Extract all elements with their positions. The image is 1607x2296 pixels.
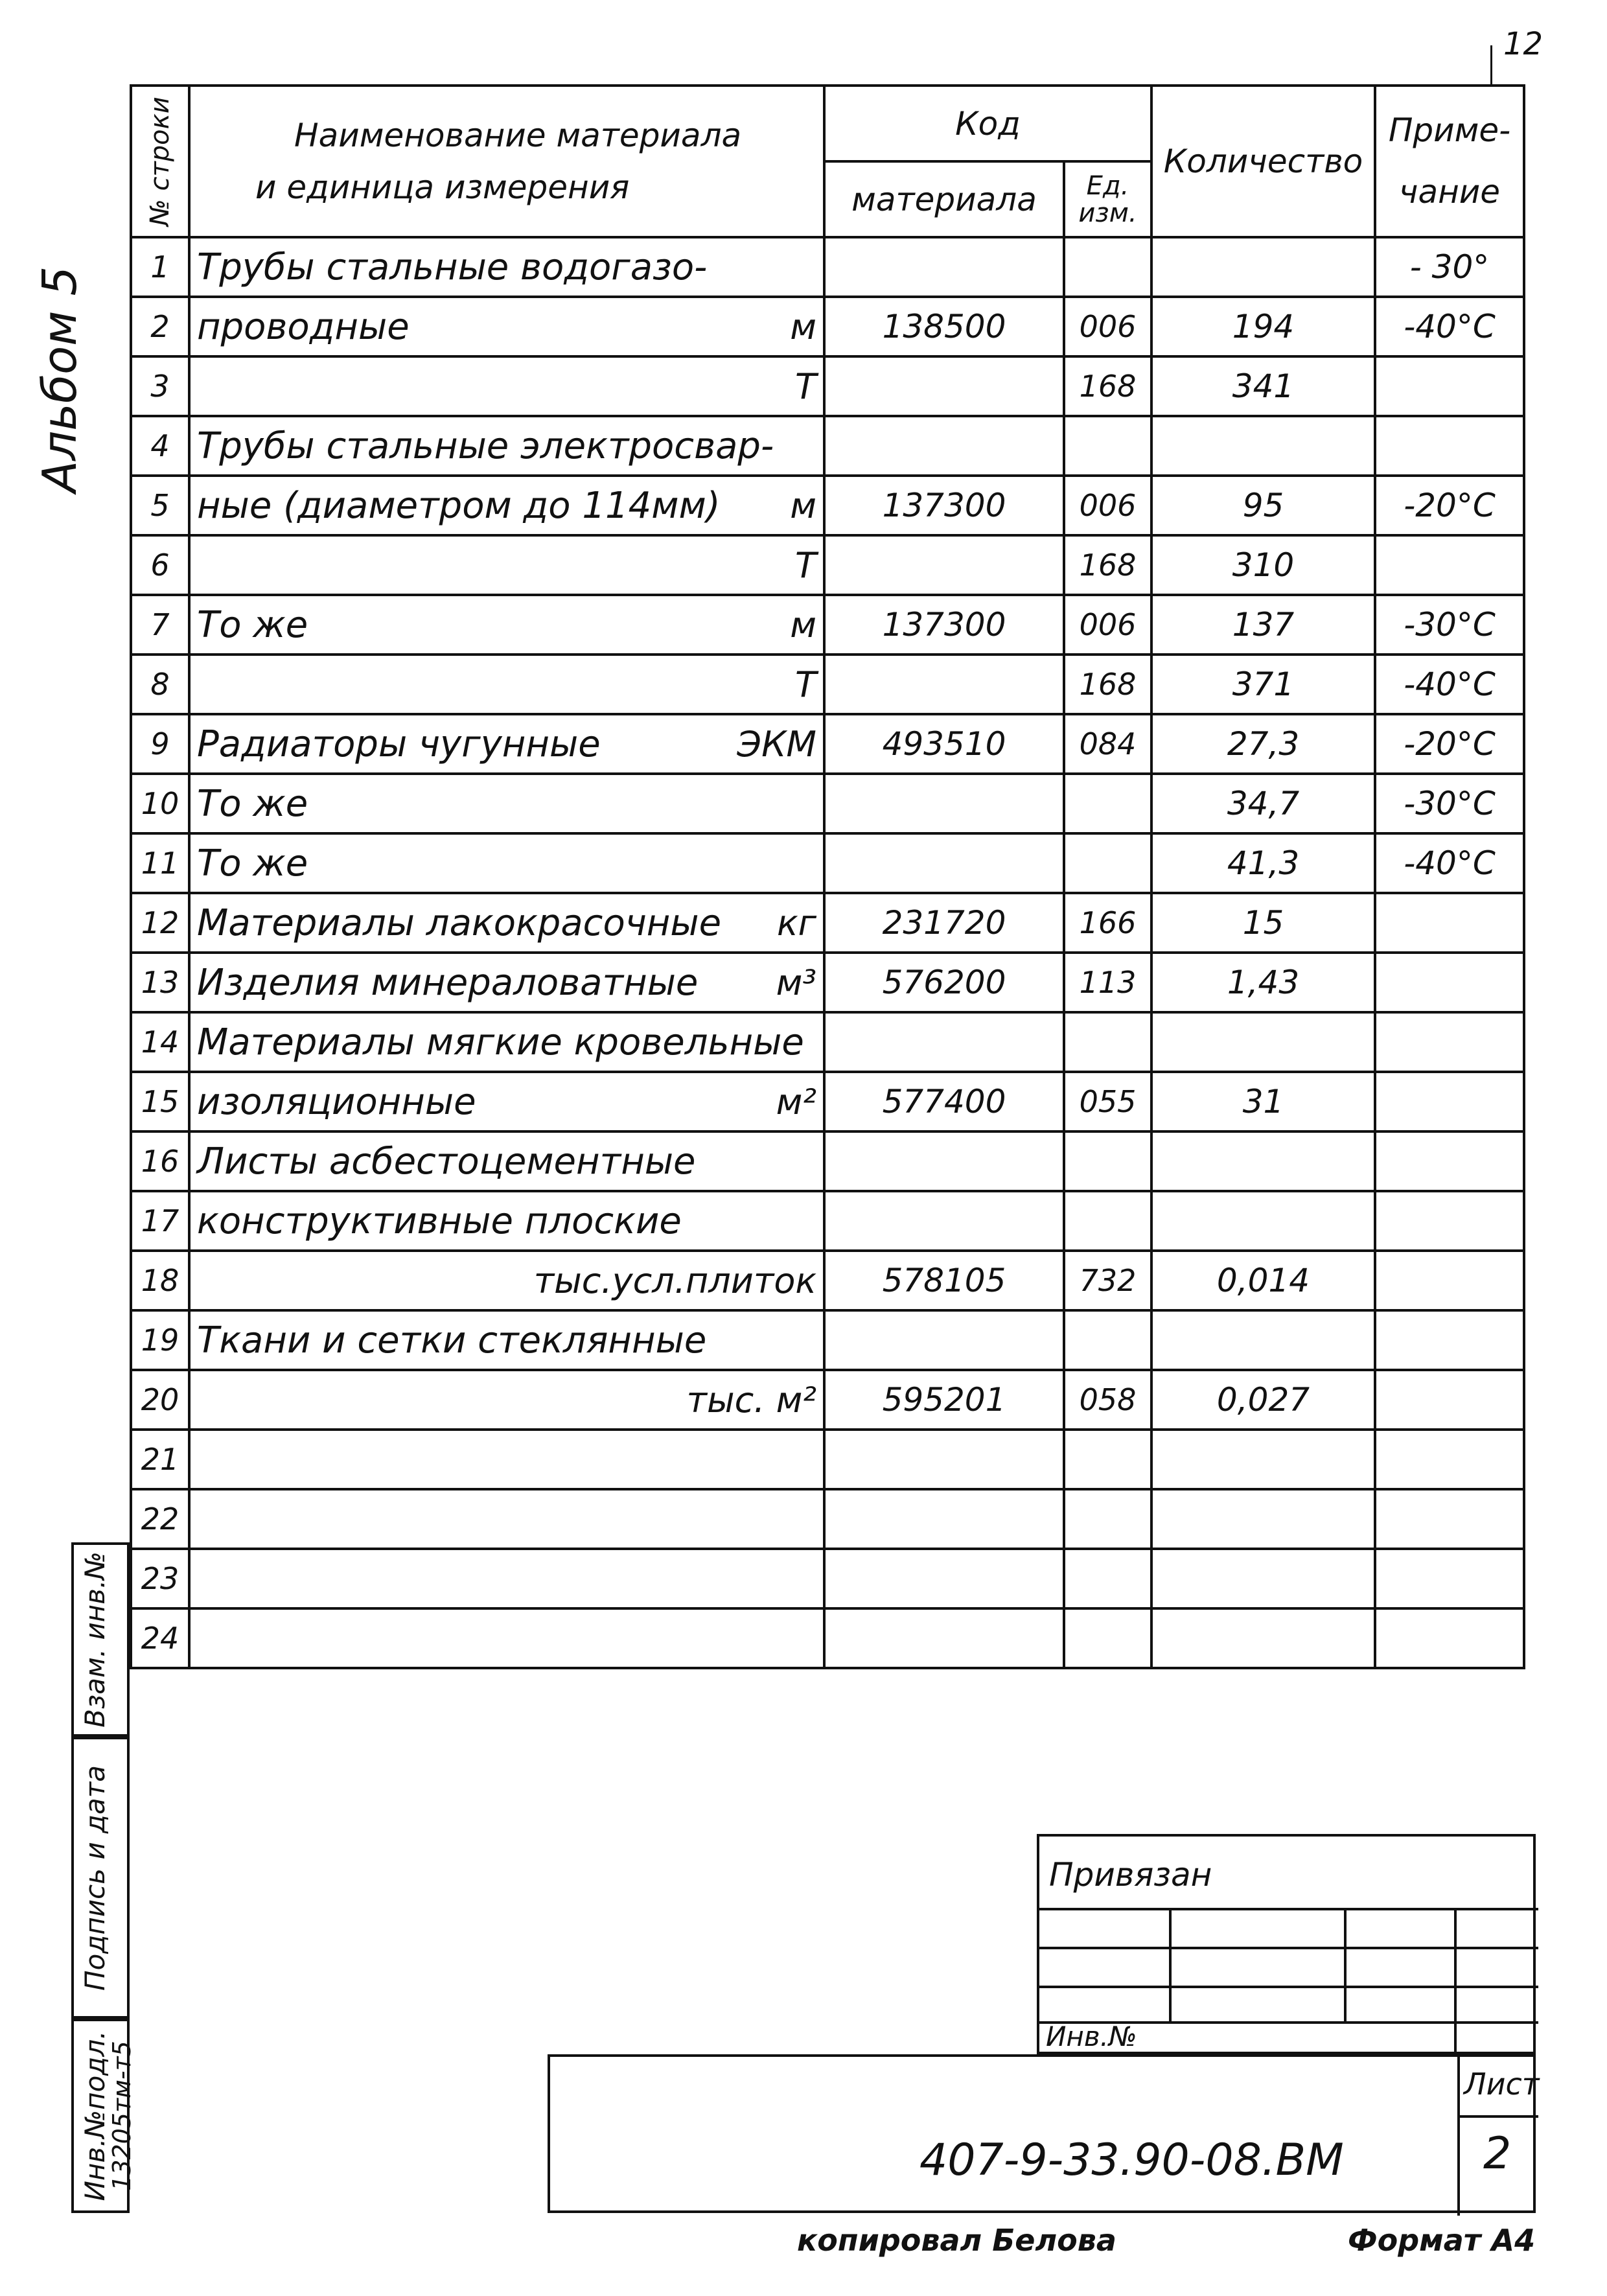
row-number-cell: 1 <box>131 237 189 297</box>
table-row <box>131 1430 1524 1489</box>
note-cell: -40°С <box>1375 833 1524 893</box>
material-name-wrap <box>197 545 816 586</box>
quantity-cell: 0,014 <box>1151 1251 1375 1310</box>
material-code-cell: 577400 <box>824 1072 1064 1131</box>
quantity-cell: 34,7 <box>1151 774 1375 833</box>
note-cell <box>1375 1131 1524 1191</box>
note-cell: -30°С <box>1375 774 1524 833</box>
unit-code-cell <box>1064 1191 1151 1251</box>
unit-code-cell: 058 <box>1064 1370 1151 1430</box>
unit-code-cell <box>1064 1489 1151 1549</box>
stamp-podpis-data <box>71 1737 130 2019</box>
header-row-no-label: № строки <box>145 97 175 226</box>
binding-line-2 <box>1039 1947 1538 1949</box>
material-unit-label: м² <box>776 1081 816 1122</box>
stamp-inv-podl-value: 13205тм-т5 <box>108 2041 136 2191</box>
row-number-cell: 22 <box>131 1489 189 1549</box>
quantity-cell: 31 <box>1151 1072 1375 1131</box>
table-row <box>131 595 1524 655</box>
material-name-text: ные (диаметром до 114мм) <box>197 484 721 527</box>
note-cell <box>1375 1012 1524 1072</box>
material-name-text: То же <box>197 842 308 885</box>
material-unit-label: м <box>790 485 816 526</box>
material-name-wrap <box>197 783 816 825</box>
quantity-cell <box>1151 416 1375 476</box>
material-code-cell <box>824 356 1064 416</box>
quantity-cell <box>1151 237 1375 297</box>
material-name-text: Изделия минераловатные <box>197 961 699 1004</box>
material-name-cell <box>189 1012 824 1072</box>
material-unit-label: тыс.усл.плиток <box>533 1260 816 1301</box>
table-row <box>131 1012 1524 1072</box>
header-note-line1: Приме- <box>1388 111 1511 149</box>
material-name-text: Материалы лакокрасочные <box>197 901 722 944</box>
header-name <box>189 86 824 237</box>
row-number-cell: 2 <box>131 297 189 356</box>
material-name-cell <box>189 595 824 655</box>
binding-vline-1 <box>1169 1908 1172 2021</box>
header-quantity: Количество <box>1151 86 1375 237</box>
sheet-divider-v <box>1457 2057 1460 2216</box>
material-name-cell <box>189 237 824 297</box>
note-cell <box>1375 1549 1524 1608</box>
material-name-text: Трубы стальные электросвар- <box>197 424 774 467</box>
material-name-text: конструктивные плоские <box>197 1200 682 1242</box>
quantity-cell <box>1151 1608 1375 1668</box>
note-cell <box>1375 356 1524 416</box>
unit-code-cell: 055 <box>1064 1072 1151 1131</box>
material-name-text: проводные <box>197 305 410 348</box>
note-cell <box>1375 893 1524 953</box>
table-row <box>131 1072 1524 1131</box>
material-name-text: Материалы мягкие кровельные <box>197 1021 804 1063</box>
quantity-cell: 137 <box>1151 595 1375 655</box>
table-row <box>131 714 1524 774</box>
binding-line-1 <box>1039 1908 1538 1910</box>
sheet-label: Лист <box>1464 2067 1540 2102</box>
material-name-text: Ткани и сетки стеклянные <box>197 1319 707 1362</box>
table-row <box>131 237 1524 297</box>
material-code-cell: 493510 <box>824 714 1064 774</box>
material-name-cell <box>189 1251 824 1310</box>
material-name-cell <box>189 416 824 476</box>
binding-vline-2 <box>1344 1908 1347 2021</box>
unit-code-cell: 732 <box>1064 1251 1151 1310</box>
quantity-cell <box>1151 1310 1375 1370</box>
table-row <box>131 416 1524 476</box>
table-row <box>131 1608 1524 1668</box>
table-row <box>131 774 1524 833</box>
material-name-cell <box>189 1608 824 1668</box>
material-name-cell <box>189 953 824 1012</box>
material-unit-label: м³ <box>776 962 816 1003</box>
material-code-cell <box>824 1012 1064 1072</box>
unit-code-cell <box>1064 237 1151 297</box>
quantity-cell <box>1151 1549 1375 1608</box>
sheet-number: 2 <box>1483 2128 1512 2179</box>
material-name-wrap <box>197 1081 816 1123</box>
quantity-cell <box>1151 1131 1375 1191</box>
binding-block <box>1037 1834 1536 2054</box>
material-name-text: Радиаторы чугунные <box>197 723 601 765</box>
material-name-wrap <box>197 425 816 467</box>
material-name-wrap <box>197 962 816 1004</box>
note-cell: -20°С <box>1375 476 1524 535</box>
note-cell: -40°С <box>1375 297 1524 356</box>
row-number-cell: 4 <box>131 416 189 476</box>
material-code-cell: 137300 <box>824 595 1064 655</box>
material-code-cell <box>824 535 1064 595</box>
note-cell <box>1375 1608 1524 1668</box>
material-name-wrap <box>197 604 816 646</box>
material-name-wrap <box>197 366 816 407</box>
quantity-cell: 27,3 <box>1151 714 1375 774</box>
material-unit-label: м <box>790 604 816 645</box>
row-number-cell: 23 <box>131 1549 189 1608</box>
row-number-cell: 8 <box>131 655 189 714</box>
unit-code-cell: 113 <box>1064 953 1151 1012</box>
quantity-cell: 0,027 <box>1151 1370 1375 1430</box>
material-name-cell <box>189 893 824 953</box>
table-row <box>131 1251 1524 1310</box>
material-code-cell <box>824 1191 1064 1251</box>
material-code-cell: 138500 <box>824 297 1064 356</box>
note-cell: -40°С <box>1375 655 1524 714</box>
material-code-cell <box>824 1489 1064 1549</box>
row-number-cell: 12 <box>131 893 189 953</box>
material-name-wrap <box>197 1021 816 1063</box>
note-cell <box>1375 1191 1524 1251</box>
stamp-vzam-inv-label: Взам. инв.№ <box>79 1551 111 1728</box>
quantity-cell: 1,43 <box>1151 953 1375 1012</box>
row-number-cell: 9 <box>131 714 189 774</box>
row-number-cell: 10 <box>131 774 189 833</box>
material-name-text: изоляционные <box>197 1080 476 1123</box>
table-row <box>131 655 1524 714</box>
copied-by: копировал Белова <box>797 2223 1116 2258</box>
header-code-material: материала <box>824 161 1064 237</box>
row-number-cell: 18 <box>131 1251 189 1310</box>
note-cell: -30°С <box>1375 595 1524 655</box>
material-name-text: То же <box>197 603 308 646</box>
material-name-cell <box>189 1310 824 1370</box>
title-block <box>548 2054 1540 2213</box>
row-number-cell: 3 <box>131 356 189 416</box>
material-name-text: То же <box>197 782 308 825</box>
material-code-cell <box>824 1430 1064 1489</box>
material-name-cell <box>189 356 824 416</box>
quantity-cell <box>1151 1430 1375 1489</box>
material-name-wrap <box>197 1260 816 1301</box>
note-cell <box>1375 1430 1524 1489</box>
unit-code-cell <box>1064 1608 1151 1668</box>
material-unit-label: Т <box>795 664 816 705</box>
material-code-cell <box>824 1310 1064 1370</box>
note-cell <box>1375 1489 1524 1549</box>
material-code-cell: 595201 <box>824 1370 1064 1430</box>
stamp-inv-podl-label: Инв.№подл. <box>79 2030 111 2201</box>
materials-table <box>130 84 1525 1669</box>
binding-label: Привязан <box>1049 1856 1212 1894</box>
table-row <box>131 1310 1524 1370</box>
row-number-cell: 14 <box>131 1012 189 1072</box>
material-name-wrap <box>197 485 816 527</box>
note-cell <box>1375 1370 1524 1430</box>
material-code-cell <box>824 1608 1064 1668</box>
sheet-divider-h <box>1457 2115 1538 2118</box>
row-number-cell: 16 <box>131 1131 189 1191</box>
material-name-cell <box>189 535 824 595</box>
note-cell <box>1375 953 1524 1012</box>
material-name-text: Листы асбестоцементные <box>197 1140 696 1183</box>
row-number-cell: 7 <box>131 595 189 655</box>
material-code-cell <box>824 1131 1064 1191</box>
material-code-cell: 576200 <box>824 953 1064 1012</box>
material-name-cell <box>189 1131 824 1191</box>
quantity-cell: 194 <box>1151 297 1375 356</box>
row-number-cell: 5 <box>131 476 189 535</box>
material-code-cell: 578105 <box>824 1251 1064 1310</box>
material-name-cell <box>189 1489 824 1549</box>
stamp-podpis-data-label: Подпись и дата <box>79 1765 111 1991</box>
material-name-wrap <box>197 1141 816 1183</box>
table-row <box>131 833 1524 893</box>
material-code-cell: 137300 <box>824 476 1064 535</box>
material-name-cell <box>189 1191 824 1251</box>
row-number-cell: 15 <box>131 1072 189 1131</box>
quantity-cell <box>1151 1191 1375 1251</box>
row-number-cell: 19 <box>131 1310 189 1370</box>
material-unit-label: ЭКМ <box>737 723 816 765</box>
material-unit-label: Т <box>795 544 816 586</box>
material-name-cell <box>189 655 824 714</box>
unit-code-cell: 084 <box>1064 714 1151 774</box>
row-number-cell: 20 <box>131 1370 189 1430</box>
binding-line-3 <box>1039 1986 1538 1988</box>
row-number-cell: 6 <box>131 535 189 595</box>
quantity-cell: 15 <box>1151 893 1375 953</box>
material-name-cell <box>189 1370 824 1430</box>
material-code-cell <box>824 416 1064 476</box>
table-row <box>131 1489 1524 1549</box>
header-code-unit-line1: Ед. <box>1086 170 1129 201</box>
quantity-cell: 310 <box>1151 535 1375 595</box>
material-code-cell <box>824 1549 1064 1608</box>
material-name-cell <box>189 833 824 893</box>
material-unit-label: тыс. м² <box>686 1379 816 1421</box>
binding-vline-3 <box>1454 1908 1457 2057</box>
table-row <box>131 1191 1524 1251</box>
row-number-cell: 21 <box>131 1430 189 1489</box>
note-cell <box>1375 1072 1524 1131</box>
material-name-cell <box>189 297 824 356</box>
unit-code-cell: 166 <box>1064 893 1151 953</box>
stamp-inv-podl <box>71 2019 136 2213</box>
header-note <box>1375 86 1524 237</box>
unit-code-cell: 006 <box>1064 595 1151 655</box>
header-code-unit <box>1064 161 1151 237</box>
quantity-cell <box>1151 1012 1375 1072</box>
material-name-wrap <box>197 1200 816 1242</box>
quantity-cell: 341 <box>1151 356 1375 416</box>
material-code-cell <box>824 833 1064 893</box>
document-code: 407-9-33.90-08.ВМ <box>919 2135 1344 2186</box>
unit-code-cell <box>1064 1310 1151 1370</box>
header-name-line1: Наименование материала <box>294 117 742 154</box>
material-name-wrap <box>197 664 816 705</box>
material-name-wrap <box>197 723 816 765</box>
unit-code-cell <box>1064 1430 1151 1489</box>
row-number-cell: 13 <box>131 953 189 1012</box>
header-code-unit-line2: изм. <box>1078 198 1137 228</box>
table-row <box>131 893 1524 953</box>
material-code-cell <box>824 655 1064 714</box>
material-name-cell <box>189 1549 824 1608</box>
format-label: Формат А4 <box>1348 2223 1536 2258</box>
table-row <box>131 1549 1524 1608</box>
table-row <box>131 1370 1524 1430</box>
material-name-wrap <box>197 1319 816 1362</box>
table-row <box>131 953 1524 1012</box>
material-name-cell <box>189 774 824 833</box>
material-code-cell: 231720 <box>824 893 1064 953</box>
material-name-cell <box>189 1430 824 1489</box>
quantity-cell: 41,3 <box>1151 833 1375 893</box>
note-cell: - 30° <box>1375 237 1524 297</box>
quantity-cell <box>1151 1489 1375 1549</box>
material-name-cell <box>189 476 824 535</box>
material-code-cell <box>824 774 1064 833</box>
material-unit-label: кг <box>777 902 816 944</box>
unit-code-cell: 168 <box>1064 535 1151 595</box>
header-row-no <box>131 86 189 237</box>
unit-code-cell: 168 <box>1064 356 1151 416</box>
table-header-row-1 <box>131 86 1524 161</box>
unit-code-cell <box>1064 833 1151 893</box>
material-unit-label: Т <box>795 365 816 407</box>
unit-code-cell <box>1064 774 1151 833</box>
unit-code-cell <box>1064 1549 1151 1608</box>
material-code-cell <box>824 237 1064 297</box>
album-label: Альбом 5 <box>32 266 87 493</box>
quantity-cell: 95 <box>1151 476 1375 535</box>
note-cell: -20°С <box>1375 714 1524 774</box>
note-cell <box>1375 416 1524 476</box>
unit-code-cell <box>1064 416 1151 476</box>
material-name-cell <box>189 714 824 774</box>
unit-code-cell <box>1064 1131 1151 1191</box>
unit-code-cell <box>1064 1012 1151 1072</box>
header-note-line2: чание <box>1398 173 1501 211</box>
quantity-cell: 371 <box>1151 655 1375 714</box>
row-number-cell: 11 <box>131 833 189 893</box>
table-row <box>131 476 1524 535</box>
header-code: Код <box>824 86 1151 161</box>
note-cell <box>1375 1251 1524 1310</box>
material-name-wrap <box>197 842 816 885</box>
unit-code-cell: 006 <box>1064 297 1151 356</box>
note-cell <box>1375 1310 1524 1370</box>
stamp-vzam-inv <box>71 1542 130 1737</box>
unit-code-cell: 006 <box>1064 476 1151 535</box>
row-number-cell: 24 <box>131 1608 189 1668</box>
table-row <box>131 1131 1524 1191</box>
material-name-wrap <box>197 306 816 348</box>
page-number-divider <box>1490 45 1492 84</box>
note-cell <box>1375 535 1524 595</box>
header-name-line2: и единица измерения <box>255 168 630 206</box>
page-number: 12 <box>1503 26 1543 62</box>
inv-no-label: Инв.№ <box>1046 2021 1137 2052</box>
row-number-cell: 17 <box>131 1191 189 1251</box>
table-row <box>131 535 1524 595</box>
material-unit-label: м <box>790 306 816 347</box>
material-name-wrap <box>197 1380 816 1421</box>
material-name-wrap <box>197 246 816 288</box>
material-name-wrap <box>197 902 816 944</box>
material-name-cell <box>189 1072 824 1131</box>
table-row <box>131 356 1524 416</box>
table-row <box>131 297 1524 356</box>
unit-code-cell: 168 <box>1064 655 1151 714</box>
material-name-text: Трубы стальные водогазо- <box>197 246 708 288</box>
